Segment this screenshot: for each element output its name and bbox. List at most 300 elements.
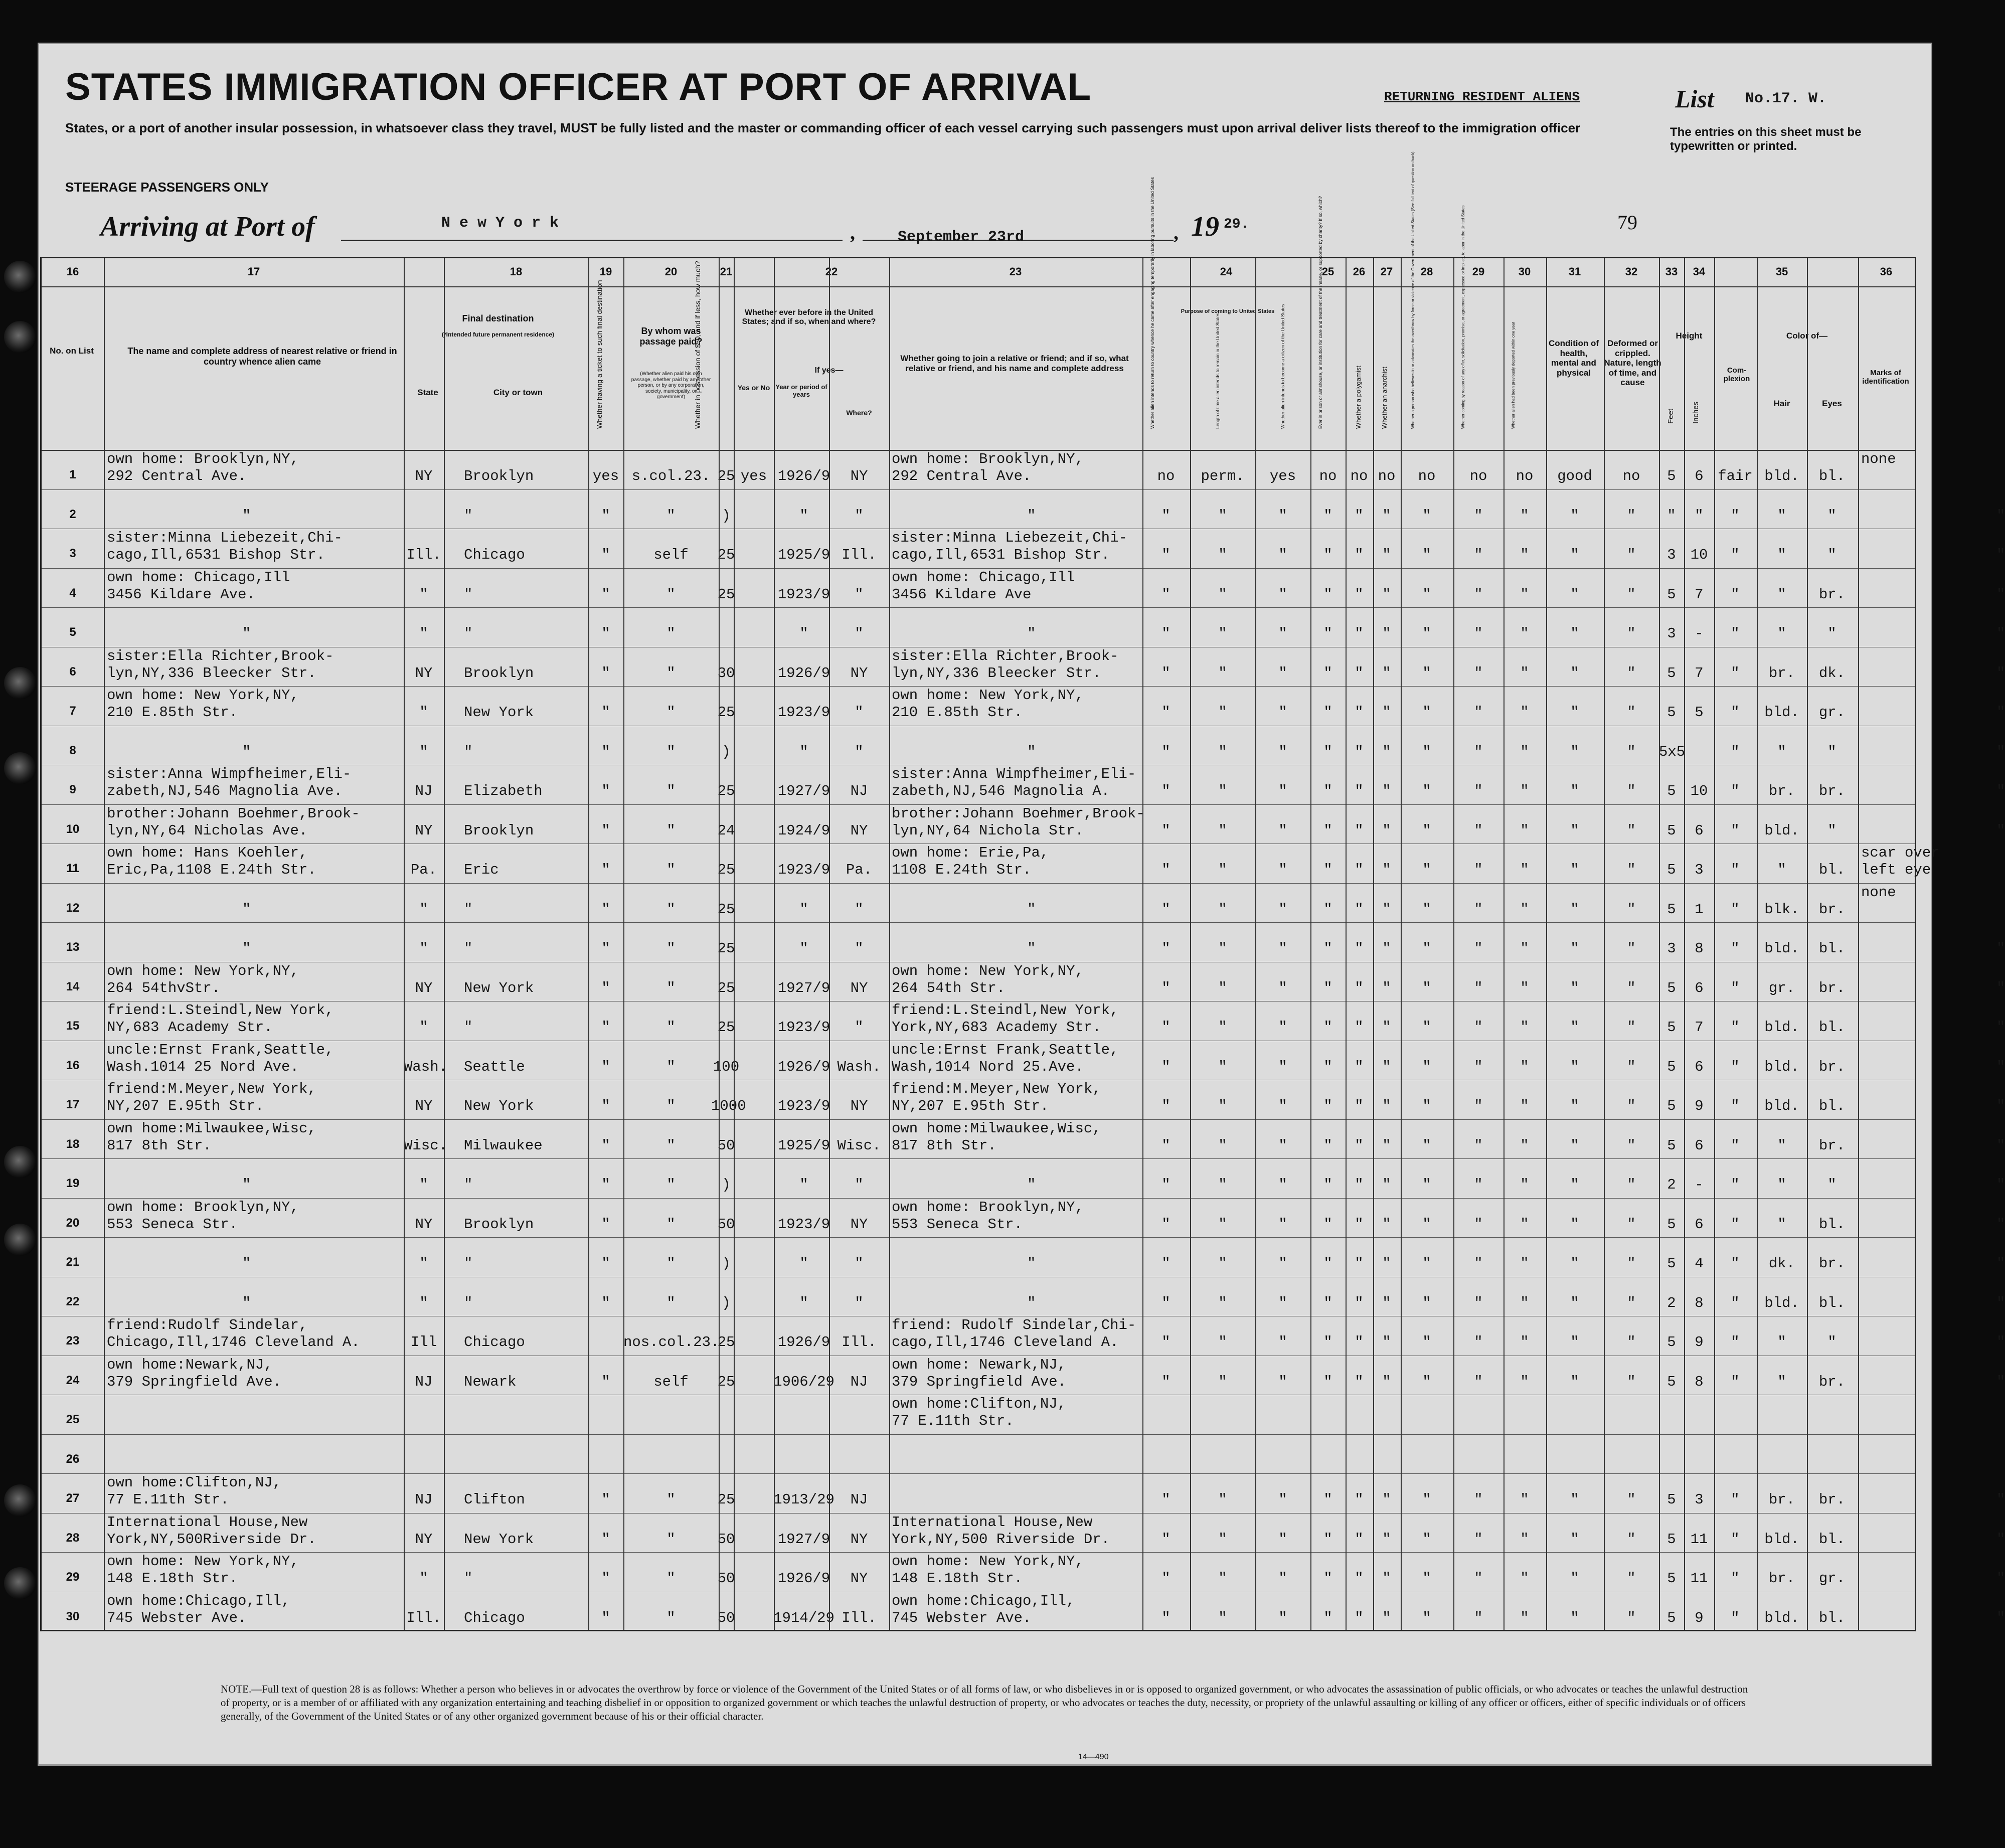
header-year-period: Year or period of years [775,383,827,398]
header-anarchist: Whether an anarchist [1381,367,1388,429]
destination-city: " [464,940,473,957]
cell-ticket: " [601,1019,610,1036]
cell-hair: bld. [1764,940,1799,957]
cell-where: " [855,1255,864,1272]
identification-marks: scar over [1861,845,1940,861]
relative-address: own home: New York,NY, [107,962,299,979]
cell-c27: " [1382,1491,1391,1508]
header-final-destination-note: (*Intended future permanent residence) [441,331,555,338]
column-rule [889,258,890,1630]
cell-c28: " [1422,940,1431,957]
cell-c26: " [1355,547,1364,563]
cell-c26: " [1355,979,1364,996]
cell-c28: " [1422,1137,1431,1154]
cell-p-return: " [1161,783,1171,799]
joining-address: " [1027,743,1036,760]
cell-money: 25 [717,1491,735,1508]
cell-c27: " [1382,1570,1391,1587]
table-row [42,765,2005,801]
cell-deformed: " [1627,1570,1636,1587]
cell-health: " [1570,704,1579,721]
cell-p-length: " [1218,586,1227,603]
destination-city: Chicago [464,1334,525,1351]
year-in-us: 1925/9 [777,547,830,563]
cell-c28: " [1422,547,1431,563]
cell-p-return: " [1161,901,1171,918]
year-in-us: 1926/9 [777,1334,830,1351]
column-rule [1604,258,1605,1630]
cell-c27: " [1382,664,1391,682]
relative-address: own home:Chicago,Ill, [107,1592,290,1609]
cell-money: 25 [717,468,735,484]
cell-state: " [419,1570,428,1587]
cell-where: NY [850,1570,868,1587]
destination-city: Brooklyn [464,1216,534,1233]
cell-hair: " [1777,743,1786,760]
cell-c29: " [1474,586,1483,603]
joining-address: own home:Clifton,NJ, [892,1396,1067,1412]
column-rule [404,258,405,1630]
cell-p-citizen: " [1278,704,1287,721]
table-row [42,844,1940,880]
cell-p-citizen: " [1278,940,1287,957]
cell-ticket: yes [592,468,619,484]
cell-where: Pa. [846,862,873,878]
joining-address: friend:L.Steindl,New York, [892,1002,1119,1019]
joining-address: 77 E.11th Str. [892,1413,1014,1429]
column-number: 33 [1665,265,1678,278]
cell-p-citizen: " [1278,901,1287,918]
cell-money: ) [722,743,731,760]
cell-complexion: " [1731,940,1740,957]
cell-c26: " [1355,1609,1364,1626]
cell-c29: " [1474,625,1483,642]
cell-c29: " [1474,1255,1483,1272]
cell-state: " [419,901,428,918]
cell-c28: " [1422,783,1431,799]
cell-p-length: " [1218,507,1227,524]
cell-c26: " [1355,822,1364,839]
cell-deformed: " [1627,1294,1636,1311]
cell-c26: " [1355,704,1364,721]
cell-passage: " [666,1058,676,1075]
cell-p-return: " [1161,1098,1171,1114]
cell-c26: " [1355,586,1364,603]
binder-hole [4,1484,36,1517]
joining-address: " [1027,625,1036,642]
table-row [42,726,2005,762]
cell-money: 25 [717,940,735,957]
table-row [42,883,1915,919]
row-number: 22 [66,1294,80,1308]
row-number: 17 [66,1098,80,1111]
row-number: 26 [66,1452,80,1466]
cell-money: 25 [717,1019,735,1036]
header-q28: Whether a person who believes in or advocates the overthrow by force or violence of the Government of the United States (See full text of question on back) [1411,151,1415,429]
cell-inches: 6 [1695,1216,1704,1233]
destination-city: Clifton [464,1491,525,1508]
year-in-us: 1927/9 [777,1531,830,1548]
cell-hair: br. [1768,1491,1795,1508]
cell-c25: " [1323,783,1332,799]
cell-complexion: " [1731,1570,1740,1587]
cell-ticket: " [601,507,610,524]
cell-c29: " [1474,1294,1483,1311]
year-in-us: 1927/9 [777,783,830,799]
cell-feet: 5 [1667,1609,1676,1626]
cell-p-citizen: " [1278,1137,1287,1154]
cell-ticket: " [601,1137,610,1154]
column-rule [588,258,589,1630]
cell-eyes: " [1827,547,1836,563]
cell-inches: 6 [1695,1058,1704,1075]
cell-c29: " [1474,822,1483,839]
row-number: 28 [66,1531,80,1545]
identification-marks: " [1996,1137,2005,1154]
cell-eyes: bl. [1818,1019,1846,1036]
joining-address: 553 Seneca Str. [892,1216,1023,1233]
cell-c30: " [1520,704,1529,721]
column-rule [104,258,105,1630]
cell-health: " [1570,1609,1579,1626]
cell-money: 24 [717,822,735,839]
cell-eyes: bl. [1818,1609,1846,1626]
cell-c26: " [1355,1334,1364,1351]
cell-c29: " [1474,1177,1483,1193]
cell-p-length: " [1218,1255,1227,1272]
cell-passage: " [666,783,676,799]
cell-p-length: " [1218,862,1227,878]
cell-c28: " [1422,1098,1431,1114]
cell-complexion: " [1731,783,1740,799]
footnote: NOTE.—Full text of question 28 is as follows: Whether a person who believes in or advocates the overthrow by force or violence of the Government of the United States or of all forms of law, or who disbelieves in or is opposed to organized government, or who advocates the assassination of public officials, or who advocates or teaches the unlawful destruction of property, or is a member of or affiliated with any organization entertaining and teaching disbelief in or opposition to organized government or which teaches the unlawful destruction of property, or who advocates or teaches the duty, necessity, or propriety of the unlawful assaulting or killing of any officer or officers, either of specific individuals or of officers generally, of the Government of the United States or of any other organized government because of his or their official character. [221,1683,1748,1722]
identification-marks: " [1996,1255,2005,1272]
cell-eyes: br. [1818,1137,1846,1154]
relative-address: sister:Anna Wimpfheimer,Eli- [107,766,352,782]
cell-hair: " [1777,1334,1786,1351]
cell-p-citizen: " [1278,664,1287,682]
cell-c29: " [1474,901,1483,918]
cell-state: Pa. [410,862,437,878]
joining-address: 264 54th Str. [892,979,1006,996]
table-row [42,568,2005,604]
row-number: 29 [66,1570,80,1584]
column-number: 36 [1880,265,1893,278]
year-in-us: 1914/29 [773,1609,834,1626]
destination-city: " [464,1294,473,1311]
joining-address: " [1027,507,1036,524]
cell-p-return: " [1161,1570,1171,1587]
row-number: 18 [66,1137,80,1151]
relative-address: " [242,625,251,642]
cell-c27: " [1382,1019,1391,1036]
relative-address: Eric,Pa,1108 E.24th Str. [107,862,316,878]
destination-city: Seattle [464,1058,525,1075]
cell-p-return: " [1161,862,1171,878]
row-number: 16 [66,1058,80,1072]
row-number: 19 [66,1177,80,1190]
joining-address: friend:M.Meyer,New York, [892,1081,1101,1097]
binder-hole [4,321,36,353]
destination-city: " [464,1019,473,1036]
header-final-destination: Final destination [462,313,534,323]
cell-c30: " [1520,822,1529,839]
year-in-us: 1923/9 [777,1098,830,1114]
destination-city: Brooklyn [464,468,534,484]
column-rule [1401,258,1402,1630]
cell-c25: " [1323,1177,1332,1193]
relative-address: 817 8th Str. [107,1137,212,1154]
cell-state: NJ [415,1491,433,1508]
identification-marks: " [1996,1098,2005,1114]
cell-c29: " [1474,862,1483,878]
cell-feet: 3 [1667,547,1676,563]
page-title: STATES IMMIGRATION OFFICER AT PORT OF ARRIVAL [65,66,1092,108]
cell-p-length: " [1218,1216,1227,1233]
destination-city: " [464,1177,473,1193]
cell-c26: " [1355,783,1364,799]
cell-passage: " [666,1531,676,1548]
cell-c27: " [1382,743,1391,760]
cell-deformed: " [1627,940,1636,957]
row-number: 10 [66,822,80,836]
cell-eyes: br. [1818,1491,1846,1508]
row-number: 25 [66,1413,80,1426]
destination-city: New York [464,979,534,996]
header-where: Where? [846,409,872,417]
cell-state: Ill. [406,547,441,563]
cell-deformed: " [1627,1177,1636,1193]
cell-complexion: " [1731,822,1740,839]
cell-c30: " [1520,1609,1529,1626]
cell-deformed: " [1627,507,1636,524]
cell-state: " [419,940,428,957]
table-row [42,1552,2005,1588]
relative-address: zabeth,NJ,546 Magnolia Ave. [107,783,343,799]
column-rule [1807,258,1808,1630]
joining-address: sister:Ella Richter,Brook- [892,647,1119,664]
column-number: 20 [664,265,678,278]
cell-c30: " [1520,743,1529,760]
header-health: Condition of health, mental and physical [1548,339,1599,378]
header-rule [42,450,1915,451]
header-polygamist: Whether a polygamist [1355,366,1362,429]
cell-inches: 7 [1695,586,1704,603]
column-number: 22 [825,265,838,278]
cell-deformed: " [1627,547,1636,563]
cell-p-return: " [1161,1137,1171,1154]
cell-ticket: " [601,979,610,996]
cell-passage: " [666,1609,676,1626]
cell-p-return: " [1161,625,1171,642]
cell-c28: " [1422,1373,1431,1390]
column-number: 24 [1220,265,1233,278]
cell-c29: " [1474,1334,1483,1351]
row-number: 24 [66,1373,80,1387]
column-number: 35 [1775,265,1788,278]
cell-health: " [1570,862,1579,878]
cell-state: NY [415,979,433,996]
cell-health: " [1570,507,1579,524]
cell-p-citizen: " [1278,822,1287,839]
row-number: 9 [69,783,76,796]
cell-p-return: " [1161,1255,1171,1272]
header-color-of: Color of— [1786,331,1828,341]
cell-c28: " [1422,1334,1431,1351]
cell-hair: br. [1768,664,1795,682]
table-row [42,1041,2005,1077]
cell-c25: " [1323,547,1332,563]
destination-city: Brooklyn [464,664,534,682]
year-in-us: " [799,1177,808,1193]
cell-c29: " [1474,1609,1483,1626]
destination-city: " [464,743,473,760]
instructions-text: States, or a port of another insular possession, in whatsoever class they travel, MUST be fully listed and the master or commanding officer of each vessel carrying such passengers must upon arrival deliver lists thereof to the immigration officer [65,120,1581,135]
header-city: City or town [493,388,543,397]
joining-address: own home: Brooklyn,NY, [892,1199,1084,1216]
cell-inches: - [1695,1177,1704,1193]
cell-c25: " [1323,1216,1332,1233]
cell-state: " [419,1294,428,1311]
joining-address: International House,New [892,1514,1093,1531]
cell-c25: " [1323,1491,1332,1508]
row-number: 6 [69,664,76,679]
header-purpose: Purpose of coming to United States [1181,308,1275,314]
cell-c28: " [1422,901,1431,918]
row-number: 2 [69,507,76,521]
joining-address: own home: Brooklyn,NY, [892,451,1084,467]
table-row [42,1395,1915,1431]
cell-eyes: gr. [1818,704,1846,721]
cell-passage: " [666,822,676,839]
cell-passage: " [666,1294,676,1311]
cell-inches: - [1695,625,1704,642]
cell-c27: " [1382,1531,1391,1548]
table-row [42,647,2005,683]
cell-c29: " [1474,1137,1483,1154]
cell-p-length: " [1218,1609,1227,1626]
destination-city: Newark [464,1373,517,1390]
destination-city: Eric [464,862,499,878]
relative-address: Wash.1014 25 Nord Ave. [107,1058,299,1075]
cell-health: " [1570,1334,1579,1351]
list-number: No.17. W. [1745,90,1827,107]
cell-where: NY [850,979,868,996]
cell-eyes: bl. [1818,1531,1846,1548]
row-number: 8 [69,743,76,757]
joining-address: York,NY,500 Riverside Dr. [892,1531,1110,1548]
cell-state: NY [415,468,433,484]
table-row [42,1001,2005,1037]
cell-c30: " [1520,1255,1529,1272]
cell-passage: " [666,507,676,524]
header-before-us: Whether ever before in the United States; and if so, when and where? [742,308,876,326]
cell-c27: " [1382,862,1391,878]
cell-c27: " [1382,1177,1391,1193]
cell-health: " [1570,547,1579,563]
cell-money: 25 [717,1334,735,1351]
cell-inches: 10 [1690,783,1708,799]
cell-p-citizen: " [1278,1177,1287,1193]
cell-passage: " [666,901,676,918]
destination-city: New York [464,1098,534,1114]
cell-money: 50 [717,1609,735,1626]
relative-address: cago,Ill,6531 Bishop Str. [107,547,325,563]
column-number: 18 [510,265,523,278]
relative-address: own home:Clifton,NJ, [107,1474,282,1491]
cell-c30: " [1520,783,1529,799]
cell-p-length: " [1218,901,1227,918]
cell-deformed: " [1627,1334,1636,1351]
year-in-us: " [799,901,808,918]
table-row [42,1158,2005,1195]
cell-c26: " [1355,1531,1364,1548]
cell-inches: 9 [1695,1609,1704,1626]
cell-p-citizen: " [1278,743,1287,760]
cell-complexion: " [1731,1491,1740,1508]
cell-c29: " [1474,1058,1483,1075]
relative-address: friend:Rudolf Sindelar, [107,1317,308,1333]
cell-p-length: " [1218,547,1227,563]
relative-address: uncle:Ernst Frank,Seattle, [107,1041,334,1058]
cell-eyes: br. [1818,1255,1846,1272]
relative-address: 3456 Kildare Ave. [107,586,255,603]
joining-address: 210 E.85th Str. [892,704,1023,721]
cell-inches: 1 [1695,901,1704,918]
identification-marks: " [1996,1294,2005,1311]
cell-c27: " [1382,1373,1391,1390]
cell-deformed: no [1622,468,1640,484]
cell-c30: " [1520,1058,1529,1075]
cell-hair: br. [1768,1570,1795,1587]
cell-passage: " [666,625,676,642]
cell-p-citizen: " [1278,625,1287,642]
cell-money: 25 [717,704,735,721]
cell-inches: 7 [1695,664,1704,682]
cell-p-length: " [1218,822,1227,839]
header-joining: Whether going to join a relative or friend; and if so, what relative or friend, and his name and complete address [900,354,1129,373]
header-q29: Whether coming by reason of any offer, solicitation, promise, or agreement, expressed or implied, to labor in the United States [1461,205,1465,429]
identification-marks: " [1996,664,2005,682]
cell-feet: 5 [1667,1216,1676,1233]
cell-c29: " [1474,704,1483,721]
cell-c26: " [1355,1373,1364,1390]
cell-feet: 5 [1667,1491,1676,1508]
cell-hair: " [1777,586,1786,603]
cell-c25: " [1323,1255,1332,1272]
column-number: 21 [720,265,733,278]
cell-c29: " [1474,1019,1483,1036]
cell-c25: " [1323,1373,1332,1390]
cell-c29: " [1474,1098,1483,1114]
cell-eyes: gr. [1818,1570,1846,1587]
cell-c25: " [1323,822,1332,839]
column-number: 26 [1353,265,1366,278]
cell-where: NJ [850,1491,868,1508]
cell-c30: " [1520,1098,1529,1114]
cell-c26: " [1355,940,1364,957]
port-value: N e w Y o r k [441,215,559,232]
cell-money: 1000 [711,1098,746,1114]
cell-money: ) [722,1177,731,1193]
identification-marks: " [1996,586,2005,603]
identification-marks: " [1996,704,2005,721]
cell-p-length: " [1218,1373,1227,1390]
cell-c25: " [1323,704,1332,721]
destination-city: Chicago [464,1609,525,1626]
relative-address: International House,New [107,1514,308,1531]
cell-hair: bld. [1764,1019,1799,1036]
